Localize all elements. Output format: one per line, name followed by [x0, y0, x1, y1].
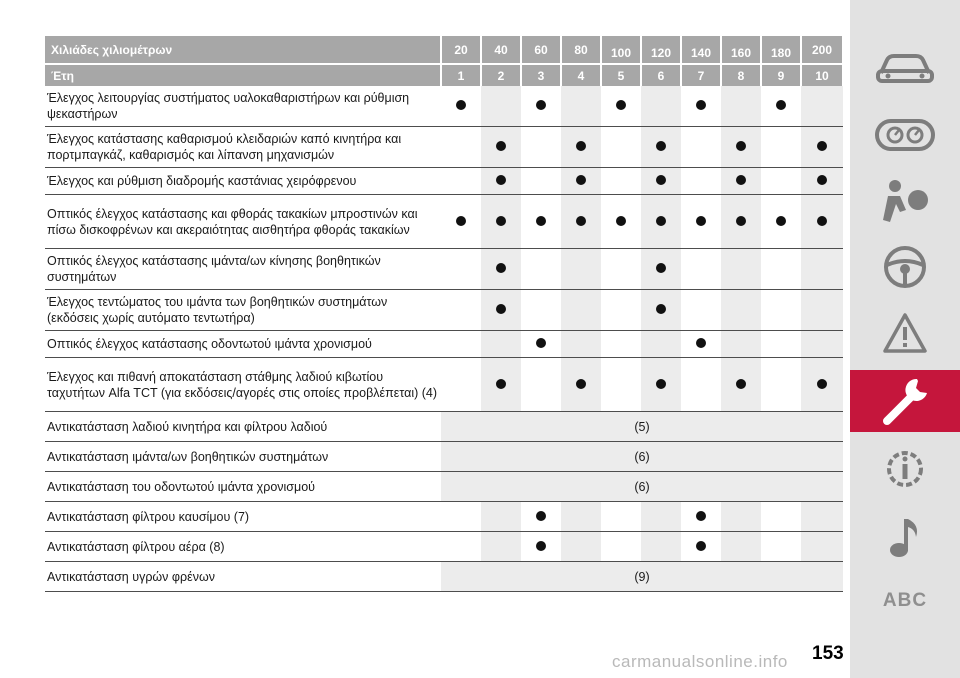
operation-label: Έλεγχος λειτουργίας συστήματος υαλοκαθαριστήρων και ρύθμιση ψεκαστήρων — [45, 86, 441, 127]
km-header-cell: 60 — [521, 36, 561, 64]
interval-cell — [681, 331, 721, 358]
year-header-cell: 6 — [641, 64, 681, 86]
interval-cell — [801, 168, 843, 195]
check-dot-icon — [656, 263, 666, 273]
table-row — [45, 472, 843, 502]
interval-cell — [561, 358, 601, 412]
check-dot-icon — [817, 216, 827, 226]
interval-cell — [441, 532, 481, 562]
interval-cell — [441, 331, 481, 358]
interval-cell — [481, 331, 521, 358]
interval-cell — [481, 195, 521, 249]
interval-cell — [721, 502, 761, 532]
abc-icon: ABC — [882, 590, 928, 611]
check-dot-icon — [656, 175, 666, 185]
page-number: 153 — [812, 643, 844, 664]
interval-cell — [481, 249, 521, 290]
check-dot-icon — [696, 541, 706, 551]
interval-cell — [521, 502, 561, 532]
check-dot-icon — [496, 141, 506, 151]
warning-triangle-icon — [882, 312, 928, 354]
check-dot-icon — [776, 216, 786, 226]
airbag-icon — [880, 178, 930, 224]
check-dot-icon — [496, 379, 506, 389]
interval-cell — [681, 86, 721, 127]
car-icon — [875, 51, 935, 87]
operation-label: Έλεγχος κατάστασης καθαρισμού κλειδαριών καπό κινητήρα και πορτμπαγκάζ, καθαρισμός και λίπανση μηχανισμών — [45, 127, 441, 168]
table-row — [45, 249, 843, 290]
check-dot-icon — [456, 216, 466, 226]
interval-cell — [481, 168, 521, 195]
check-dot-icon — [817, 379, 827, 389]
check-dot-icon — [616, 216, 626, 226]
interval-cell — [681, 195, 721, 249]
interval-cell — [601, 127, 641, 168]
interval-cell — [681, 249, 721, 290]
check-dot-icon — [496, 216, 506, 226]
interval-cell — [761, 502, 801, 532]
info-gear-icon — [882, 446, 928, 492]
interval-cell — [441, 249, 481, 290]
check-dot-icon — [656, 379, 666, 389]
interval-cell — [721, 331, 761, 358]
interval-note: (6) — [441, 472, 843, 502]
interval-cell — [801, 358, 843, 412]
operation-label: Αντικατάσταση υγρών φρένων — [45, 562, 441, 592]
table-row — [45, 442, 843, 472]
interval-cell — [801, 290, 843, 331]
interval-cell — [761, 358, 801, 412]
km-header-cell: 160 — [721, 36, 761, 64]
interval-cell — [481, 358, 521, 412]
interval-cell — [561, 195, 601, 249]
interval-note: (6) — [441, 442, 843, 472]
operation-label: Έλεγχος τεντώματος του ιμάντα των βοηθητικών συστημάτων (εκδόσεις χωρίς αυτόματο τεντωτήρα) — [45, 290, 441, 331]
km-header-cell: 100 — [601, 36, 641, 64]
interval-cell — [761, 168, 801, 195]
interval-cell — [801, 127, 843, 168]
check-dot-icon — [496, 304, 506, 314]
maintenance-schedule-table — [45, 36, 844, 592]
check-dot-icon — [656, 141, 666, 151]
operation-label: Έλεγχος και πιθανή αποκατάσταση στάθμης λαδιού κιβωτίου ταχυτήτων Alfa TCT (για εκδόσεις/αγορές στις οποίες προβλέπεται) (4) — [45, 358, 441, 412]
operation-label: Αντικατάσταση λαδιού κινητήρα και φίλτρου λαδιού — [45, 412, 441, 442]
sidebar-item-dashboard[interactable] — [850, 104, 960, 166]
interval-cell — [641, 502, 681, 532]
music-note-icon — [888, 515, 922, 559]
check-dot-icon — [736, 175, 746, 185]
interval-cell — [441, 195, 481, 249]
chapter-sidebar — [850, 0, 960, 678]
interval-cell — [441, 290, 481, 331]
interval-cell — [561, 168, 601, 195]
sidebar-item-car[interactable] — [850, 38, 960, 100]
sidebar-item-multimedia[interactable] — [850, 506, 960, 568]
interval-cell — [521, 331, 561, 358]
interval-cell — [521, 86, 561, 127]
interval-cell — [521, 532, 561, 562]
year-header-cell: 2 — [481, 64, 521, 86]
check-dot-icon — [696, 338, 706, 348]
interval-cell — [681, 358, 721, 412]
table-row — [45, 290, 843, 331]
operation-label: Οπτικός έλεγχος κατάστασης ιμάντα/ων κίνησης βοηθητικών συστημάτων — [45, 249, 441, 290]
km-header-cell: 40 — [481, 36, 521, 64]
check-dot-icon — [576, 141, 586, 151]
interval-cell — [601, 290, 641, 331]
interval-cell — [801, 86, 843, 127]
check-dot-icon — [536, 541, 546, 551]
interval-cell — [481, 532, 521, 562]
interval-cell — [721, 358, 761, 412]
interval-cell — [601, 86, 641, 127]
interval-note: (5) — [441, 412, 843, 442]
interval-cell — [721, 195, 761, 249]
interval-cell — [721, 168, 761, 195]
operation-label: Αντικατάσταση του οδοντωτού ιμάντα χρονισμού — [45, 472, 441, 502]
sidebar-item-driving[interactable] — [850, 236, 960, 298]
interval-cell — [641, 127, 681, 168]
interval-cell — [801, 331, 843, 358]
interval-cell — [681, 168, 721, 195]
header-years-row — [45, 64, 843, 86]
interval-cell — [761, 331, 801, 358]
interval-cell — [601, 331, 641, 358]
interval-cell — [641, 331, 681, 358]
header-km-row — [45, 36, 843, 64]
interval-cell — [561, 331, 601, 358]
operation-label: Αντικατάσταση φίλτρου αέρα (8) — [45, 532, 441, 562]
interval-cell — [441, 358, 481, 412]
check-dot-icon — [656, 216, 666, 226]
interval-cell — [601, 532, 641, 562]
interval-cell — [641, 195, 681, 249]
check-dot-icon — [536, 511, 546, 521]
interval-cell — [641, 290, 681, 331]
check-dot-icon — [817, 175, 827, 185]
interval-cell — [441, 168, 481, 195]
interval-cell — [441, 127, 481, 168]
interval-cell — [601, 249, 641, 290]
table-row — [45, 358, 843, 412]
interval-cell — [801, 502, 843, 532]
interval-cell — [521, 290, 561, 331]
interval-cell — [481, 290, 521, 331]
check-dot-icon — [696, 216, 706, 226]
check-dot-icon — [536, 216, 546, 226]
interval-note: (9) — [441, 562, 843, 592]
km-header-cell: 120 — [641, 36, 681, 64]
interval-cell — [801, 195, 843, 249]
year-header-cell: 8 — [721, 64, 761, 86]
interval-cell — [561, 502, 601, 532]
sidebar-item-safety[interactable] — [850, 170, 960, 232]
interval-cell — [681, 502, 721, 532]
sidebar-item-technical-data[interactable] — [850, 438, 960, 500]
interval-cell — [521, 358, 561, 412]
interval-cell — [721, 86, 761, 127]
table-row — [45, 502, 843, 532]
check-dot-icon — [576, 379, 586, 389]
interval-cell — [561, 127, 601, 168]
interval-cell — [521, 249, 561, 290]
dashboard-icon — [875, 118, 935, 152]
interval-cell — [441, 502, 481, 532]
table-row — [45, 195, 843, 249]
sidebar-item-index[interactable] — [850, 570, 960, 632]
check-dot-icon — [456, 100, 466, 110]
sidebar-item-warnings[interactable] — [850, 302, 960, 364]
interval-cell — [761, 86, 801, 127]
operation-label: Οπτικός έλεγχος κατάστασης οδοντωτού ιμάντα χρονισμού — [45, 331, 441, 358]
interval-cell — [641, 532, 681, 562]
km-header-cell: 20 — [441, 36, 481, 64]
interval-cell — [521, 195, 561, 249]
interval-cell — [721, 249, 761, 290]
interval-cell — [561, 86, 601, 127]
operation-label: Έλεγχος και ρύθμιση διαδρομής καστάνιας χειρόφρενου — [45, 168, 441, 195]
interval-cell — [761, 249, 801, 290]
check-dot-icon — [496, 263, 506, 273]
interval-cell — [601, 358, 641, 412]
interval-cell — [561, 290, 601, 331]
table-row — [45, 412, 843, 442]
interval-cell — [561, 532, 601, 562]
interval-cell — [681, 127, 721, 168]
check-dot-icon — [736, 216, 746, 226]
interval-cell — [601, 502, 641, 532]
interval-cell — [721, 290, 761, 331]
check-dot-icon — [696, 511, 706, 521]
operation-label: Αντικατάσταση ιμάντα/ων βοηθητικών συστημάτων — [45, 442, 441, 472]
check-dot-icon — [817, 141, 827, 151]
operation-label: Αντικατάσταση φίλτρου καυσίμου (7) — [45, 502, 441, 532]
check-dot-icon — [736, 379, 746, 389]
check-dot-icon — [576, 175, 586, 185]
interval-cell — [481, 86, 521, 127]
wrench-icon — [877, 373, 933, 429]
interval-cell — [801, 532, 843, 562]
interval-cell — [761, 195, 801, 249]
interval-cell — [761, 290, 801, 331]
interval-cell — [521, 127, 561, 168]
interval-cell — [601, 168, 641, 195]
interval-cell — [521, 168, 561, 195]
year-header-cell: 9 — [761, 64, 801, 86]
year-header-cell: 7 — [681, 64, 721, 86]
table-row — [45, 127, 843, 168]
km-header-cell: 180 — [761, 36, 801, 64]
table-row — [45, 331, 843, 358]
interval-cell — [481, 502, 521, 532]
km-header-cell: 140 — [681, 36, 721, 64]
interval-cell — [721, 532, 761, 562]
interval-cell — [641, 86, 681, 127]
steering-wheel-icon — [883, 245, 927, 289]
years-header-label: Έτη — [45, 64, 441, 86]
interval-cell — [641, 168, 681, 195]
operation-label: Οπτικός έλεγχος κατάστασης και φθοράς τακακίων μπροστινών και πίσω δισκοφρένων και ακεραιότητας αισθητήρα φθοράς τακακίων — [45, 195, 441, 249]
interval-cell — [761, 532, 801, 562]
check-dot-icon — [616, 100, 626, 110]
interval-cell — [681, 290, 721, 331]
interval-cell — [601, 195, 641, 249]
interval-cell — [681, 532, 721, 562]
interval-cell — [761, 127, 801, 168]
year-header-cell: 4 — [561, 64, 601, 86]
table-row — [45, 562, 843, 592]
check-dot-icon — [536, 338, 546, 348]
table-row — [45, 86, 843, 127]
check-dot-icon — [536, 100, 546, 110]
check-dot-icon — [736, 141, 746, 151]
check-dot-icon — [576, 216, 586, 226]
km-header-cell: 80 — [561, 36, 601, 64]
check-dot-icon — [496, 175, 506, 185]
year-header-cell: 3 — [521, 64, 561, 86]
watermark: carmanualsonline.info — [612, 652, 788, 671]
check-dot-icon — [696, 100, 706, 110]
year-header-cell: 10 — [801, 64, 843, 86]
km-header-cell: 200 — [801, 36, 843, 64]
table-row — [45, 532, 843, 562]
interval-cell — [721, 127, 761, 168]
check-dot-icon — [776, 100, 786, 110]
interval-cell — [441, 86, 481, 127]
interval-cell — [641, 358, 681, 412]
interval-cell — [481, 127, 521, 168]
table-row — [45, 168, 843, 195]
interval-cell — [801, 249, 843, 290]
sidebar-item-maintenance[interactable] — [850, 370, 960, 432]
year-header-cell: 5 — [601, 64, 641, 86]
interval-cell — [641, 249, 681, 290]
interval-cell — [561, 249, 601, 290]
km-header-label: Χιλιάδες χιλιομέτρων — [45, 36, 441, 64]
year-header-cell: 1 — [441, 64, 481, 86]
check-dot-icon — [656, 304, 666, 314]
